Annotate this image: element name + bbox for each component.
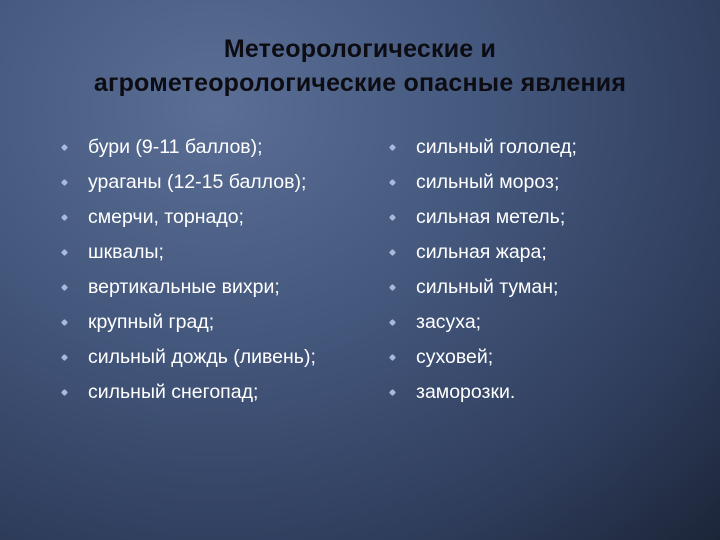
list-item-text: бури (9-11 баллов); — [88, 136, 263, 158]
list-item-text: сильный снегопад; — [88, 381, 259, 403]
bullet-icon — [61, 144, 68, 151]
bullet-icon — [61, 284, 68, 291]
list-item-text: сильная жара; — [416, 241, 547, 263]
list-item — [60, 136, 350, 159]
bullet-icon — [389, 179, 396, 186]
bullet-icon — [61, 354, 68, 361]
bullet-icon — [61, 214, 68, 221]
list-item — [388, 381, 688, 404]
list-item-text: смерчи, торнадо; — [88, 206, 244, 228]
bullet-icon — [389, 354, 396, 361]
list-item-text: шквалы; — [88, 241, 164, 263]
list-item — [388, 311, 688, 334]
list-item-text: сильная метель; — [416, 206, 566, 228]
list-item-text: сильный туман; — [416, 276, 559, 298]
list-item-text: сильный гололед; — [416, 136, 577, 158]
bullet-icon — [389, 284, 396, 291]
list-item — [388, 136, 688, 159]
list-item — [388, 346, 688, 369]
bullet-icon — [389, 214, 396, 221]
list-item-text: сильный мороз; — [416, 171, 560, 193]
slide-title — [20, 32, 700, 100]
title-line-2: агрометеорологические опасные явления — [93, 69, 627, 97]
bullet-icon — [61, 249, 68, 256]
list-item — [60, 206, 350, 229]
title-line-1: Метеорологические и — [223, 35, 497, 63]
bullet-icon — [389, 319, 396, 326]
list-item — [388, 206, 688, 229]
list-item-text: суховей; — [416, 346, 494, 368]
list-item-text: сильный дождь (ливень); — [88, 346, 316, 368]
list-item-text: ураганы (12-15 баллов); — [88, 171, 307, 193]
bullet-icon — [389, 144, 396, 151]
bullet-icon — [61, 179, 68, 186]
bullet-icon — [389, 389, 396, 396]
list-item-text: засуха; — [416, 311, 482, 333]
list-item-text: вертикальные вихри; — [88, 276, 280, 298]
left-bullet-list — [60, 136, 350, 416]
bullet-icon — [61, 389, 68, 396]
list-item — [388, 276, 688, 299]
list-item-text: крупный град; — [88, 311, 215, 333]
bullet-icon — [389, 249, 396, 256]
list-item — [60, 241, 350, 264]
bullet-icon — [61, 319, 68, 326]
list-item-text: заморозки. — [416, 381, 516, 403]
list-item — [388, 171, 688, 194]
right-bullet-list — [388, 136, 688, 416]
list-item — [60, 346, 350, 369]
list-item — [60, 276, 350, 299]
list-item — [60, 171, 350, 194]
list-item — [60, 311, 350, 334]
list-item — [60, 381, 350, 404]
list-item — [388, 241, 688, 264]
